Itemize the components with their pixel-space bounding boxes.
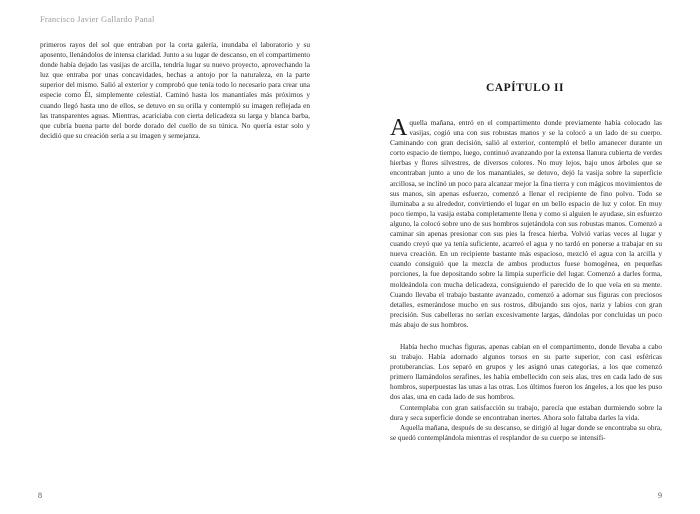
chapter-title: CAPÍTULO II [485, 82, 565, 94]
left-page-paragraph: primeros rayos del sol que entraban por la corta galería, inundaba el laboratorio y su aposento, llenándolos de intensa claridad. Junto a su lugar de descanso, en el compartimento donde había dejado las vasijas de arcilla, tendría lugar su nuevo proyecto, aprovechando la luz que entraba por unas concavidades, hechas a antojo por la naturaleza, en la parte superior del mismo. Salió al exterior y comprobó que tenía todo lo necesario para crear una especie como Él, simplemente celestial. Caminó hasta los manantiales más próximos y cuando llegó hasta uno de ellos, se detuvo en su orilla y contempló su imagen reflejada en las transparentes aguas. Mientras, acariciaba con cierta delicadeza su larga y blanca barba, que cubría buena parte del borde dorado del cuello de su túnica. No quería estar solo y decidió que su creación sería a su imagen y semejanza. [40, 40, 310, 140]
paragraph-2: Había hecho muchas figuras, apenas cabían en el compartimento, donde llevaba a cabo su trabajo. Había adornado algunos torsos en su parte superior, con casi esféricas protuberancias. Los separó en grupos y les asignó unas categorías, a los que comenzó primero llamándolos serafines, les había embellecido con seis alas, tres en cada lado de sus hombros, superpuestas las unas a las otras. Los últimos fueron los ángeles, a los que les puso dos alas, una en cada lado de sus hombros. [390, 341, 662, 402]
left-page-body [40, 40, 310, 141]
page-number-left: 8 [38, 491, 42, 500]
paragraph-3: Contemplaba con gran satisfacción su trabajo, parecía que estaban durmiendo sobre la dura y seca superficie donde se encontraban inertes. Ahora solo faltaba darles la vida. [390, 402, 662, 422]
running-head: Francisco Javier Gallardo Panal [40, 14, 155, 24]
paragraph-1-text: quella mañana, entró en el compartimento donde previamente había colocado las vasijas, cogió una con sus robustas manos y se la colocó a un lado de su cuerpo. Caminando con gran decisión, salió al exterior, contempló el bello amanecer durante un corto espacio de tiempo, luego, continuó avanzando por la extensa llanura cubierta de verdes hierbas y flores silvestres, de diversos colores. No muy lejos, bajo unos árboles que se encontraban junto a uno de los manantiales, se detuvo, dejó la vasija sobre la superficie arcillosa, se inclinó un poco para alcanzar mejor la fina tierra y con mágicos movimientos de sus manos, sin apenas esfuerzo, comenzó a llenar el recipiente de fino polvo. Todo se iluminaba a su alrededor, convirtiendo el lugar en un bello espacio de luz y color. En muy poco tiempo, la vasija estaba completamente llena y como si alguien le ayudase, sin esfuerzo alguno, la colocó sobre uno de sus hombros sujetándola con sus robustas manos. Comenzó a caminar sin apenas presionar con sus pies la fresca hierba. Volvió varias veces al lugar y cuando creyó que ya tenía suficiente, acarreó el agua y no tardó en ponerse a trabajar en su nueva creación. En un recipiente bastante más espacioso, mezcló el agua con la arcilla y cuando consiguió que la mezcla de ambos productos fuese homogénea, en pequeñas porciones, la fue depositando sobre la limpia superficie del lugar. Comenzó a darles forma, moldeándola con mucha delicadeza, consiguiendo el parecido de lo que veía en su mente. Cuando llevaba el trabajo bastante avanzado, comenzó a adornar sus figuras con preciosos detalles, esmerándose mucho en sus rostros, dibujando sus ojos, nariz y labios con gran precisión. Sus cabelleras no serían excesivamente largas, dándolas por concluidas un poco más abajo de sus hombros. [390, 118, 662, 329]
drop-cap: A [390, 115, 408, 141]
right-page [350, 0, 700, 514]
right-page-body [390, 115, 662, 443]
page-number-right: 9 [658, 491, 662, 500]
paragraph-1 [390, 115, 662, 330]
paragraph-4: Aquella mañana, después de su descanso, se dirigió al lugar donde se encontraba su obra, se quedó contemplándola mientras el resplandor de su cuerpo se intensifi- [390, 422, 662, 442]
